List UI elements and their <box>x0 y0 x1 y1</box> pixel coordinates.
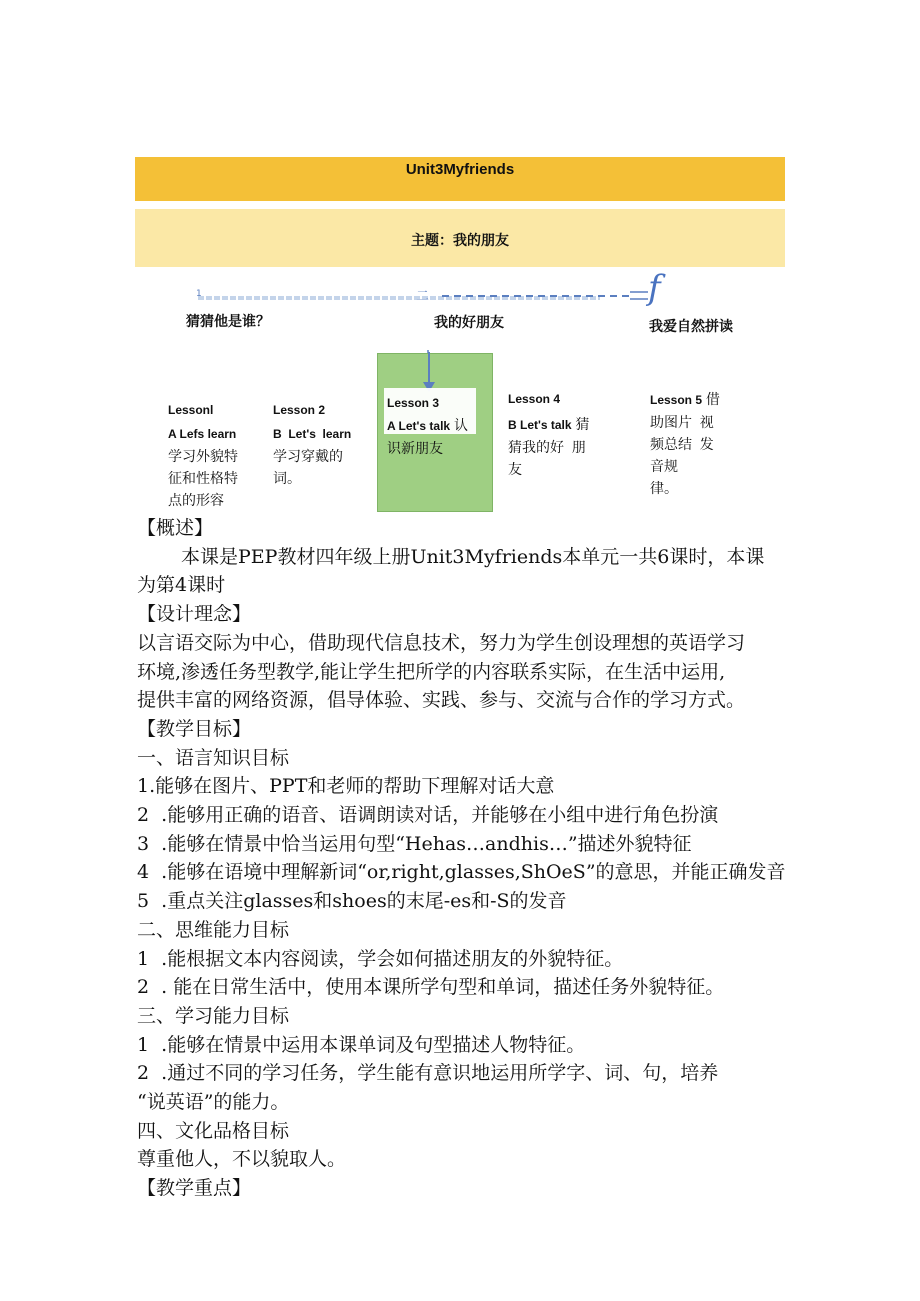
heading-design-concept: 【设计理念】 <box>137 603 252 626</box>
lesson-1 <box>168 399 258 511</box>
language-goal-3: 3 .能够在情景中恰当运用句型“Hehas…andhis…”描述外貌特征 <box>137 832 692 855</box>
concept-line-3: 提供丰富的网络资源，倡导体验、实践、参与、交流与合作的学习方式。 <box>137 689 746 712</box>
theme-bar <box>135 209 785 267</box>
unit-title: Unit3Myfriends <box>405 161 515 178</box>
overview-line-2: 为第4课时 <box>137 574 226 597</box>
goal-section-culture: 四、文化品格目标 <box>137 1119 290 1142</box>
lesson-1-title: Lessonl <box>168 403 214 417</box>
lesson-5-desc-2: 频总结 发 <box>650 436 714 452</box>
thinking-goal-2: 2 . 能在日常生活中，使用本课所学句型和单词，描述任务外貌特征。 <box>137 976 725 999</box>
overview-line-1: 本课是PEP教材四年级上册Unit3Myfriends本单元一共6课时，本课 <box>181 545 765 568</box>
lesson-5 <box>650 388 740 499</box>
theme-title: 主题：我的朋友 <box>411 232 509 248</box>
lesson-3-sub: A Let's talk <box>387 419 451 433</box>
learning-goal-2: 2 .通过不同的学习任务，学生能有意识地运用所学字、词、句，培养 <box>137 1062 719 1085</box>
learning-goal-1: 1 .能够在情景中运用本课单词及句型描述人物特征。 <box>137 1033 586 1056</box>
dash-f-char: f <box>648 268 661 308</box>
language-goal-5: 5 .重点关注glasses和shoes的末尾-es和-S的发音 <box>137 890 567 913</box>
topic-guess: 猜猜他是谁？ <box>186 313 270 329</box>
lesson-2-sub: B Let's learn <box>273 427 352 441</box>
lesson-4-title: Lesson 4 <box>508 392 561 406</box>
lesson-4-sub-cn: 猜 <box>575 416 590 432</box>
culture-goal-1: 尊重他人，不以貌取人。 <box>137 1148 347 1171</box>
thinking-goal-1: 1 .能根据文本内容阅读，学会如何描述朋友的外貌特征。 <box>137 947 624 970</box>
lesson-1-desc-1: 学习外貌特 <box>168 448 238 464</box>
lesson-1-desc-3: 点的形容 <box>168 492 224 508</box>
learning-goal-2-cont: “说英语”的能力。 <box>137 1091 290 1114</box>
lesson-4-desc-2: 友 <box>508 461 522 477</box>
lesson-4-desc-1: 猜我的好 朋 <box>508 439 586 455</box>
language-goal-2: 2 .能够用正确的语音、语调朗读对话，并能够在小组中进行角色扮演 <box>137 804 719 827</box>
topic-phonics: 我爱自然拼读 <box>649 318 733 334</box>
language-goal-1: 1.能够在图片、PPT和老师的帮助下理解对话大意 <box>137 775 555 798</box>
lesson-3 <box>387 392 487 459</box>
lesson-4-sub: B Let's talk <box>508 418 572 432</box>
lesson-2-desc-2: 词。 <box>273 470 301 486</box>
lesson-1-desc-2: 征和性格特 <box>168 470 238 486</box>
concept-line-1: 以言语交际为中心，借助现代信息技术，努力为学生创设理想的英语学习 <box>137 631 746 654</box>
lesson-5-desc-1: 助图片 视 <box>650 414 714 430</box>
concept-line-2: 环境,渗透任务型教学,能让学生把所学的内容联系实际，在生活中运用, <box>137 660 726 683</box>
lesson-5-desc-4: 律。 <box>650 480 678 496</box>
lesson-4 <box>508 388 608 480</box>
goal-section-language: 一、语言知识目标 <box>137 746 290 769</box>
lesson-5-title: Lesson 5 <box>650 393 703 407</box>
dash-mid-char: 二 <box>416 289 430 304</box>
lesson-3-sub-cn: 认 <box>453 417 468 433</box>
topic-my-friend: 我的好朋友 <box>434 314 504 330</box>
heading-key-points: 【教学重点】 <box>137 1177 252 1200</box>
lesson-1-sub: A Lefs learn <box>168 427 237 441</box>
dashed-line-tick: 1 <box>196 289 202 299</box>
lesson-2-desc-1: 学习穿戴的 <box>273 448 343 464</box>
lesson-5-title-cn: 借 <box>705 391 720 407</box>
goal-section-thinking: 二、思维能力目标 <box>137 918 290 941</box>
heading-overview: 【概述】 <box>137 517 214 539</box>
lesson-plan-body <box>137 514 787 1203</box>
unit-title-bar <box>135 157 785 201</box>
heading-teaching-goals: 【教学目标】 <box>137 717 252 740</box>
lesson-3-desc-1: 识新朋友 <box>387 440 443 456</box>
lesson-2 <box>273 399 363 489</box>
lesson-5-desc-3: 音规 <box>650 458 678 474</box>
goal-section-learning: 三、学习能力目标 <box>137 1004 290 1027</box>
language-goal-4: 4 .能够在语境中理解新词“or,right,glasses,ShOeS”的意思，并能正确发音 <box>137 861 786 884</box>
lesson-3-title: Lesson 3 <box>387 396 440 410</box>
lesson-2-title: Lesson 2 <box>273 403 326 417</box>
